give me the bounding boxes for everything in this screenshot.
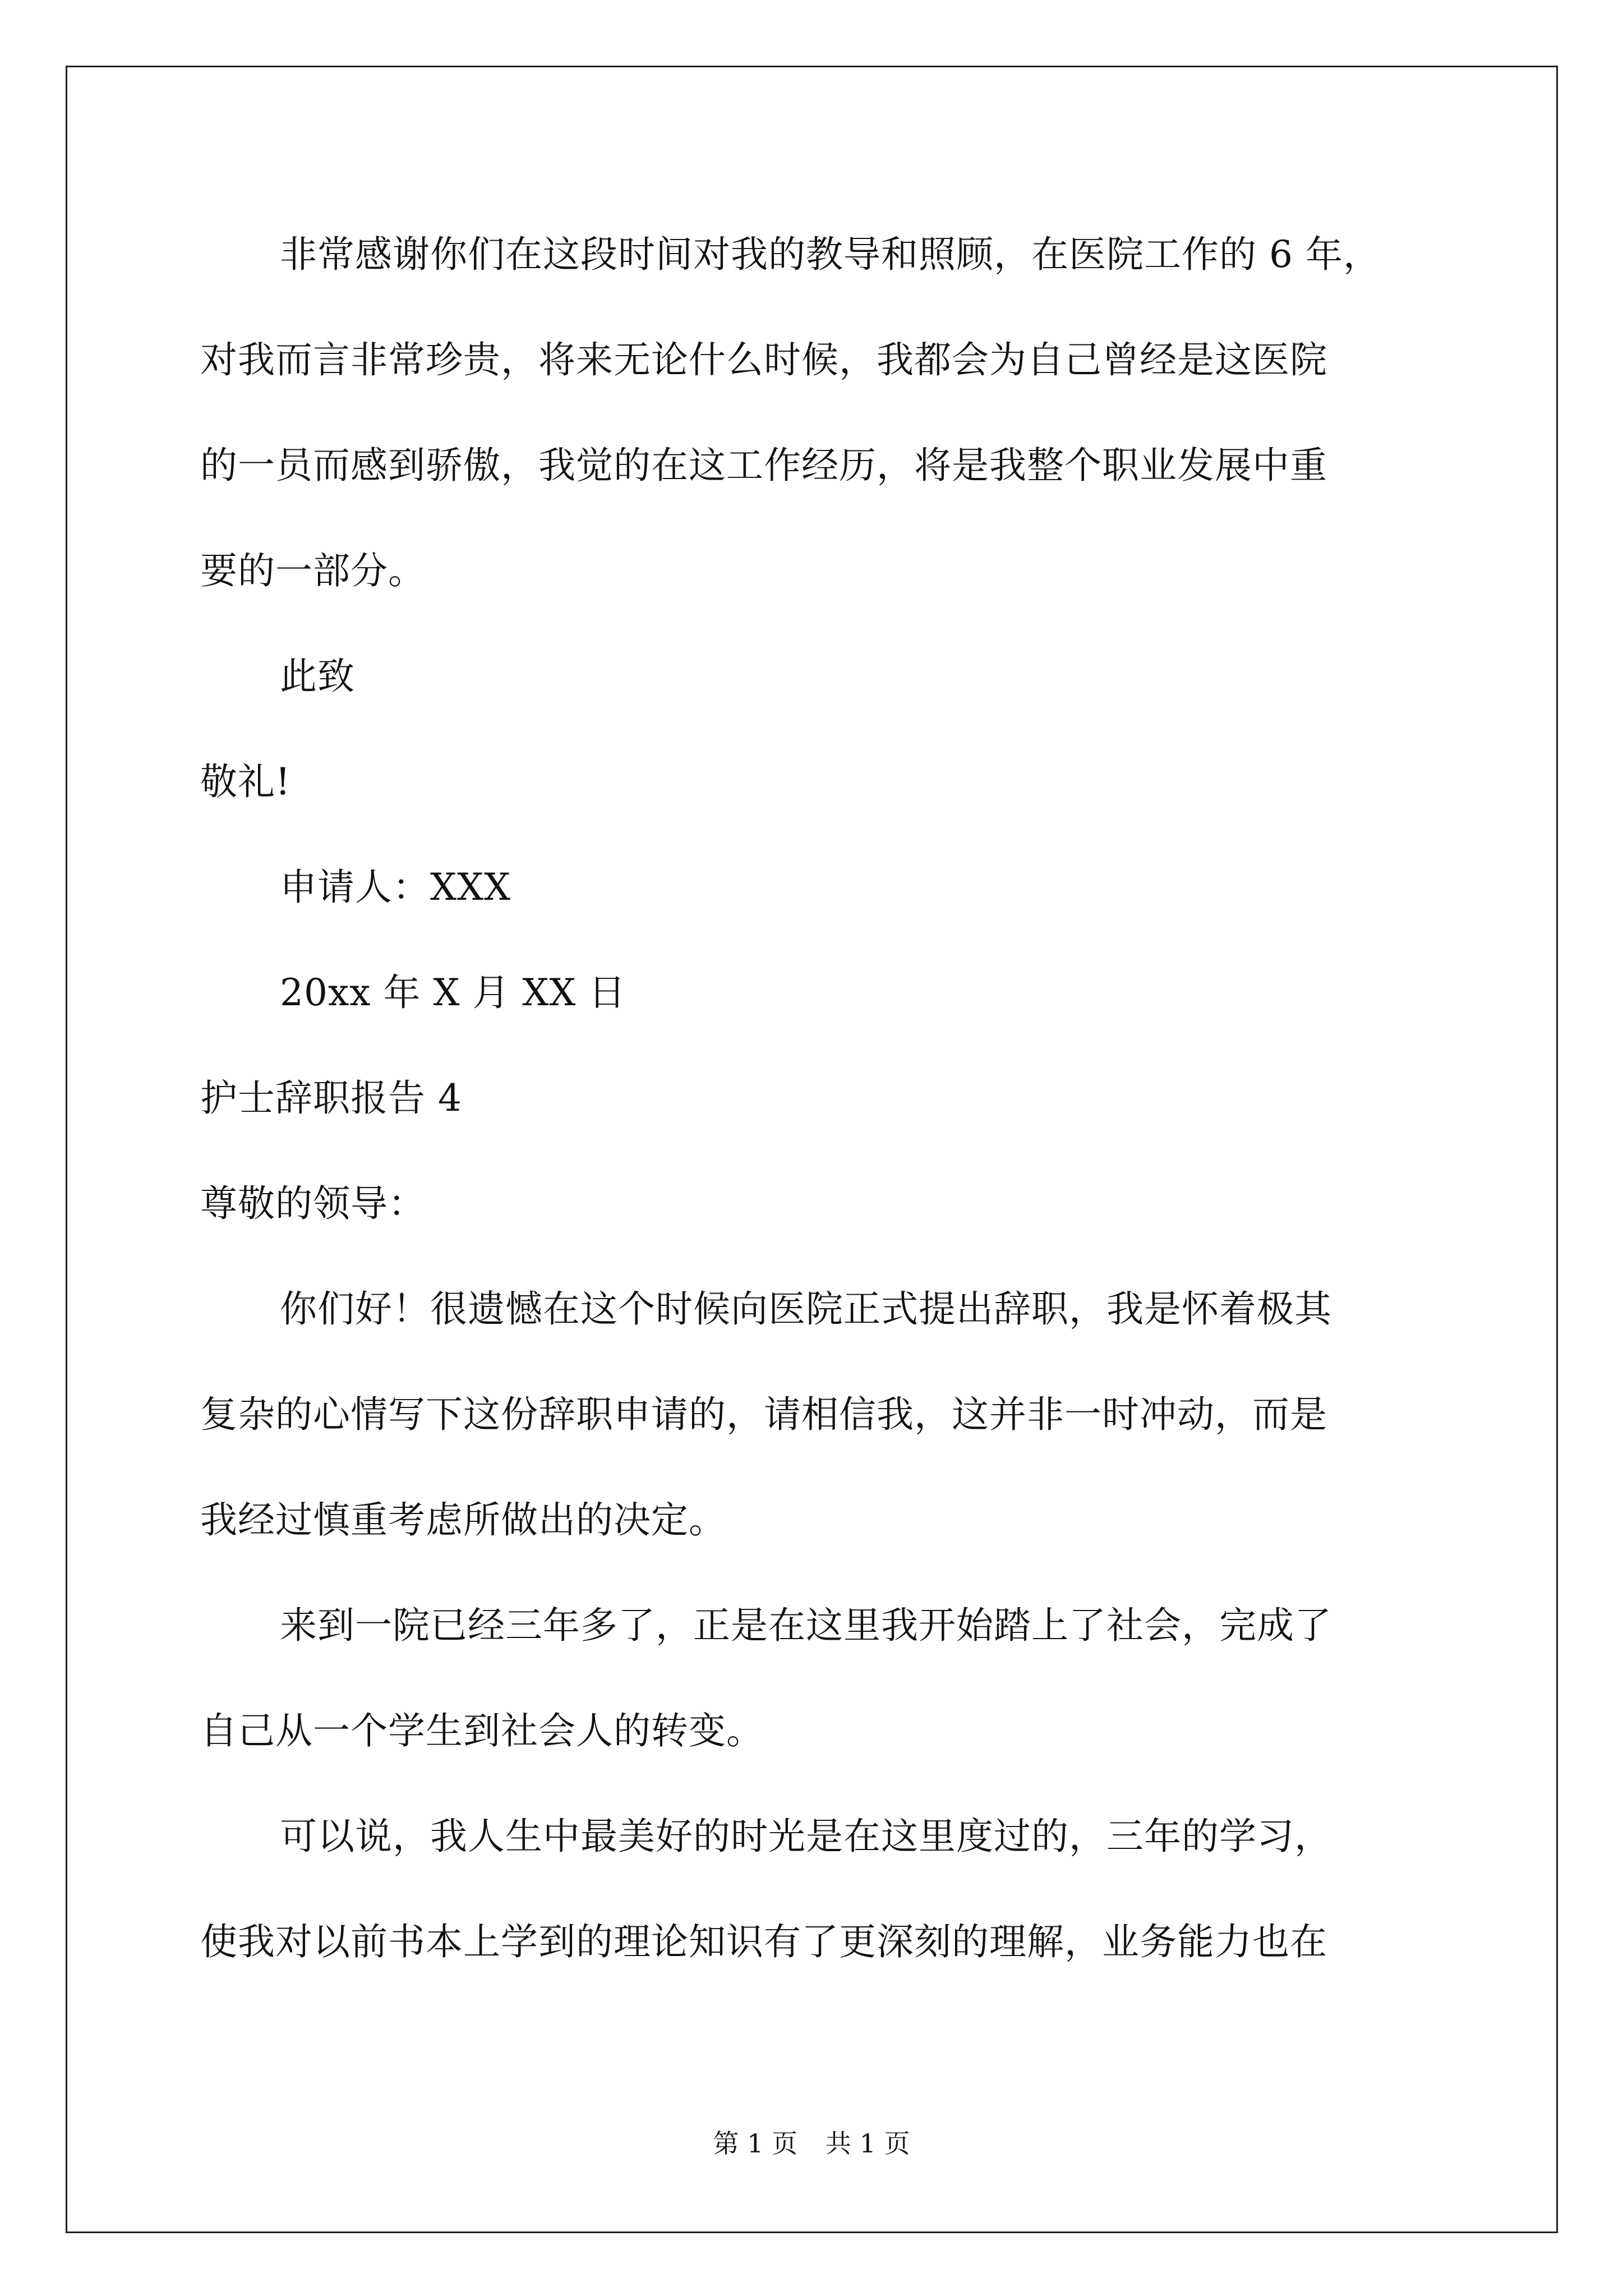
paragraph-line: 的一员而感到骄傲，我觉的在这工作经历，将是我整个职业发展中重 (200, 444, 1327, 487)
paragraph-line: 自己从一个学生到社会人的转变。 (200, 1709, 764, 1752)
paragraph-line: 使我对以前书本上学到的理论知识有了更深刻的理解，业务能力也在 (200, 1920, 1327, 1963)
report-title: 护士辞职报告 4 (200, 1076, 462, 1120)
closing-line: 敬礼! (200, 760, 291, 803)
paragraph-line: 可以说，我人生中最美好的时光是在这里度过的，三年的学习， (280, 1815, 1332, 1858)
page-total: 共 1 页 (826, 2128, 910, 2159)
paragraph-line: 来到一院已经三年多了，正是在这里我开始踏上了社会，完成了 (280, 1604, 1332, 1647)
page-footer (0, 2123, 1623, 2160)
document-body (200, 202, 1431, 1995)
paragraph-line: 要的一部分。 (200, 549, 426, 592)
date-line: 20xx 年 X 月 XX 日 (280, 971, 626, 1014)
closing-line: 此致 (280, 655, 355, 698)
paragraph-line: 非常感谢你们在这段时间对我的教导和照顾，在医院工作的 6 年， (280, 233, 1381, 276)
paragraph-line: 复杂的心情写下这份辞职申请的，请相信我，这并非一时冲动，而是 (200, 1393, 1327, 1436)
paragraph-line: 我经过慎重考虑所做出的决定。 (200, 1498, 726, 1542)
page-number: 第 1 页 (713, 2128, 797, 2159)
salutation: 尊敬的领导： (200, 1182, 426, 1225)
paragraph-line: 你们好！很遗憾在这个时候向医院正式提出辞职，我是怀着极其 (280, 1287, 1332, 1331)
applicant-line: 申请人：XXX (280, 866, 511, 909)
paragraph-line: 对我而言非常珍贵，将来无论什么时候，我都会为自己曾经是这医院 (200, 338, 1327, 381)
